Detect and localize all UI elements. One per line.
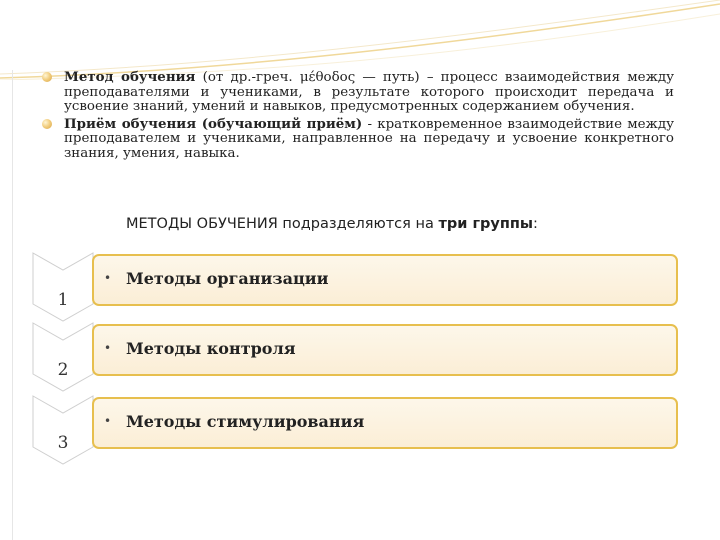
bullet-icon: • — [104, 341, 112, 355]
groups-heading — [126, 216, 538, 232]
definition-text: (от др.-греч. μέθοδος — путь) – процесс взаимодействия между преподавателями и учениками, в результате которого происходит передача и усвоение знаний, умений и навыков, предусмотренных содержанием обучения. — [64, 70, 675, 114]
method-label: Методы стимулирования — [126, 412, 365, 431]
definition-item — [34, 70, 674, 115]
definition-term: Приём обучения (обучающий приём) — [64, 115, 363, 132]
group-number: 2 — [57, 360, 69, 380]
bullet-icon — [42, 72, 52, 82]
method-label: Методы организации — [126, 269, 329, 288]
definition-term: Метод обучения — [64, 69, 196, 85]
method-box — [92, 324, 678, 376]
bullet-icon — [42, 119, 52, 129]
decorative-swoosh — [0, 0, 720, 80]
left-margin-rule — [12, 70, 13, 540]
group-number: 3 — [57, 433, 69, 453]
heading-emphasis: три группы — [438, 216, 534, 232]
method-box — [92, 254, 678, 306]
method-box — [92, 397, 678, 449]
chevron-shape — [32, 322, 96, 392]
bullet-icon: • — [104, 271, 112, 285]
chevron-shape — [32, 252, 96, 322]
heading-prefix: МЕТОДЫ ОБУЧЕНИЯ подразделяются на — [126, 216, 439, 232]
method-label: Методы контроля — [126, 339, 296, 358]
chevron-shape — [32, 395, 96, 465]
definitions-list — [34, 70, 674, 161]
definition-text: - кратковременное взаимодействие между преподавателем и учениками, направленное на передачу и усвоение конкретного знания, умения, навыка. — [64, 116, 674, 161]
bullet-icon: • — [104, 414, 112, 428]
definition-item — [34, 117, 674, 162]
heading-suffix: : — [533, 216, 538, 232]
group-number: 1 — [57, 290, 69, 310]
